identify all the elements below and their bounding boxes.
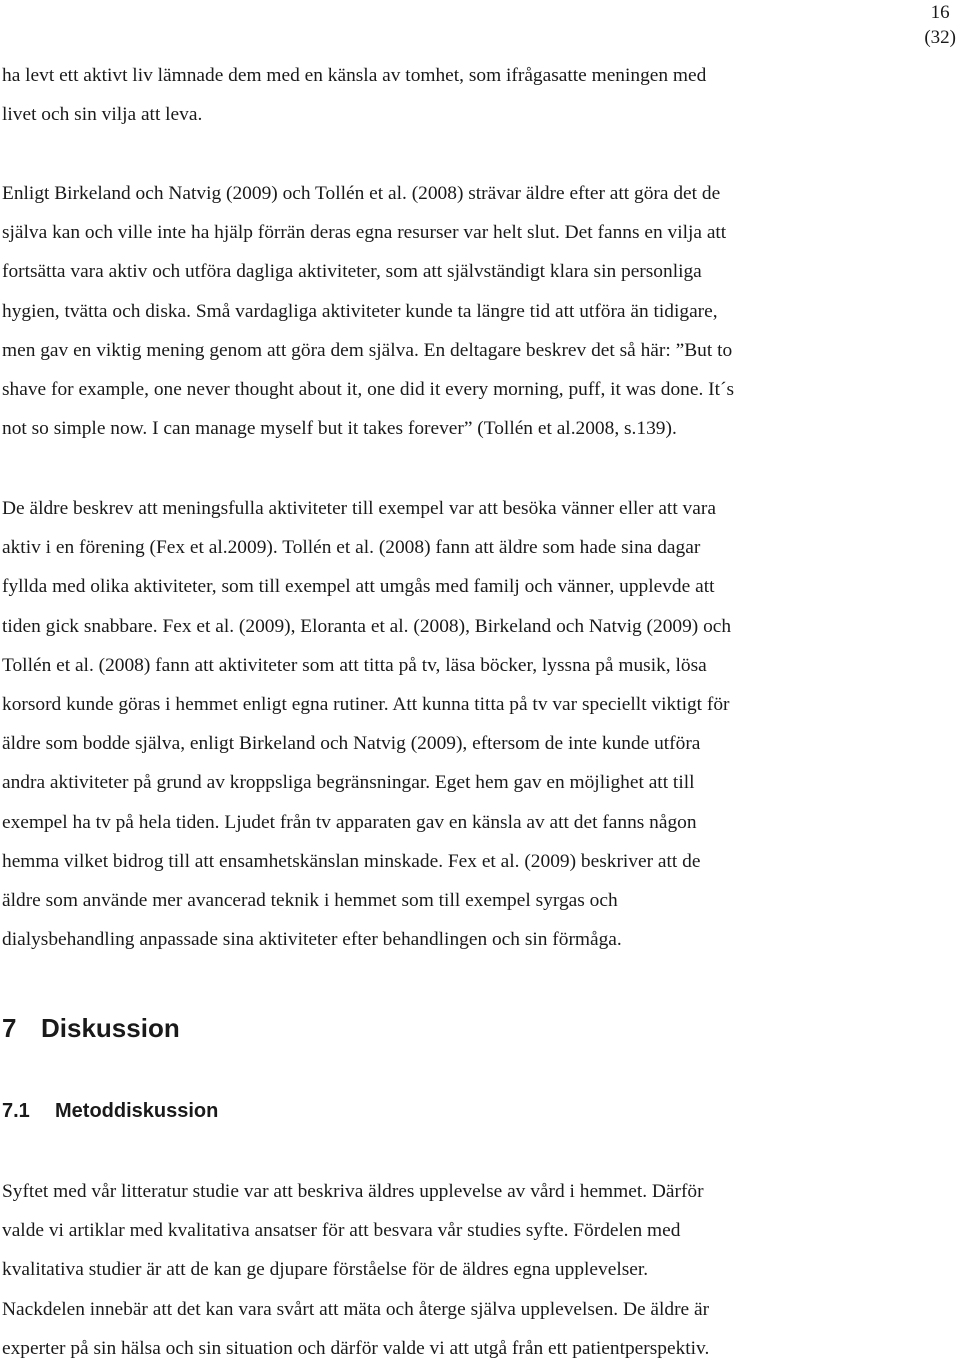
text-line: experter på sin hälsa och sin situation och därför valde vi att utgå från ett patientperspektiv. bbox=[2, 1337, 710, 1359]
text-line: dialysbehandling anpassade sina aktiviteter efter behandlingen och sin förmåga. bbox=[2, 929, 622, 951]
text-line: äldre som bodde själva, enligt Birkeland och Natvig (2009), eftersom de inte kunde utföra bbox=[2, 733, 701, 755]
text-line: hemma vilket bidrog till att ensamhetskänslan minskade. Fex et al. (2009) beskriver att de bbox=[2, 850, 701, 872]
section-title: Diskussion bbox=[41, 1013, 180, 1043]
page-number-total: (32) bbox=[924, 27, 956, 48]
section-heading bbox=[2, 1010, 180, 1046]
text-line: not so simple now. I can manage myself but it takes forever” (Tollén et al.2008, s.139). bbox=[2, 418, 677, 440]
text-line: valde vi artiklar med kvalitativa ansatser för att besvara vår studies syfte. Fördelen med bbox=[2, 1220, 681, 1242]
paragraph-2 bbox=[2, 174, 734, 448]
text-line: shave for example, one never thought about it, one did it every morning, puff, it was done. It´s bbox=[2, 379, 734, 401]
page-number bbox=[924, 0, 956, 50]
subsection-number: 7.1 bbox=[2, 1100, 30, 1122]
subsection-title: Metoddiskussion bbox=[55, 1100, 219, 1122]
paragraph-4 bbox=[2, 1172, 709, 1368]
paragraph-1 bbox=[2, 56, 706, 134]
text-line: De äldre beskrev att meningsfulla aktiviteter till exempel var att besöka vänner eller att vara bbox=[2, 498, 716, 519]
text-line: aktiv i en förening (Fex et al.2009). Tollén et al. (2008) fann att äldre som hade sina dagar bbox=[2, 537, 701, 559]
text-line: fortsätta vara aktiv och utföra dagliga aktiviteter, som att självständigt klara sin personliga bbox=[2, 261, 702, 283]
text-line: andra aktiviteter på grund av kroppsliga begränsningar. Eget hem gav en möjlighet att till bbox=[2, 772, 695, 794]
text-line: fyllda med olika aktiviteter, som till exempel att umgås med familj och vänner, upplevde att bbox=[2, 576, 715, 598]
text-line: hygien, tvätta och diska. Små vardagliga aktiviteter kunde ta längre tid att utföra än tidigare, bbox=[2, 300, 718, 322]
text-line: livet och sin vilja att leva. bbox=[2, 104, 203, 126]
text-line: korsord kunde göras i hemmet enligt egna rutiner. Att kunna titta på tv var speciellt viktigt för bbox=[2, 694, 730, 716]
text-line: exempel ha tv på hela tiden. Ljudet från tv apparaten gav en känsla av att det fanns någon bbox=[2, 811, 697, 833]
paragraph-3 bbox=[2, 489, 731, 959]
text-line: Enligt Birkeland och Natvig (2009) och Tollén et al. (2008) strävar äldre efter att göra det de bbox=[2, 183, 721, 204]
text-line: Tollén et al. (2008) fann att aktiviteter som att titta på tv, läsa böcker, lyssna på musik, lösa bbox=[2, 654, 707, 676]
text-line: kvalitativa studier är att de kan ge djupare förståelse för de äldres egna upplevelser. bbox=[2, 1259, 649, 1281]
text-line: Nackdelen innebär att det kan vara svårt att mäta och återge själva upplevelsen. De äldre är bbox=[2, 1298, 710, 1320]
text-line: men gav en viktig mening genom att göra dem själva. En deltagare beskrev det så här: ”But to bbox=[2, 339, 733, 361]
subsection-heading bbox=[2, 1096, 218, 1126]
text-line: Syftet med vår litteratur studie var att beskriva äldres upplevelse av vård i hemmet. Därför bbox=[2, 1181, 704, 1202]
text-line: ha levt ett aktivt liv lämnade dem med en känsla av tomhet, som ifrågasatte meningen med bbox=[2, 65, 707, 86]
page-number-current: 16 bbox=[930, 2, 950, 23]
text-line: tiden gick snabbare. Fex et al. (2009), Eloranta et al. (2008), Birkeland och Natvig (2009) och bbox=[2, 615, 732, 637]
text-line: äldre som använde mer avancerad teknik i hemmet som till exempel syrgas och bbox=[2, 890, 618, 912]
text-line: själva kan och ville inte ha hjälp förrän deras egna resurser var helt slut. Det fanns en vilja att bbox=[2, 222, 727, 244]
section-number: 7 bbox=[2, 1013, 17, 1043]
